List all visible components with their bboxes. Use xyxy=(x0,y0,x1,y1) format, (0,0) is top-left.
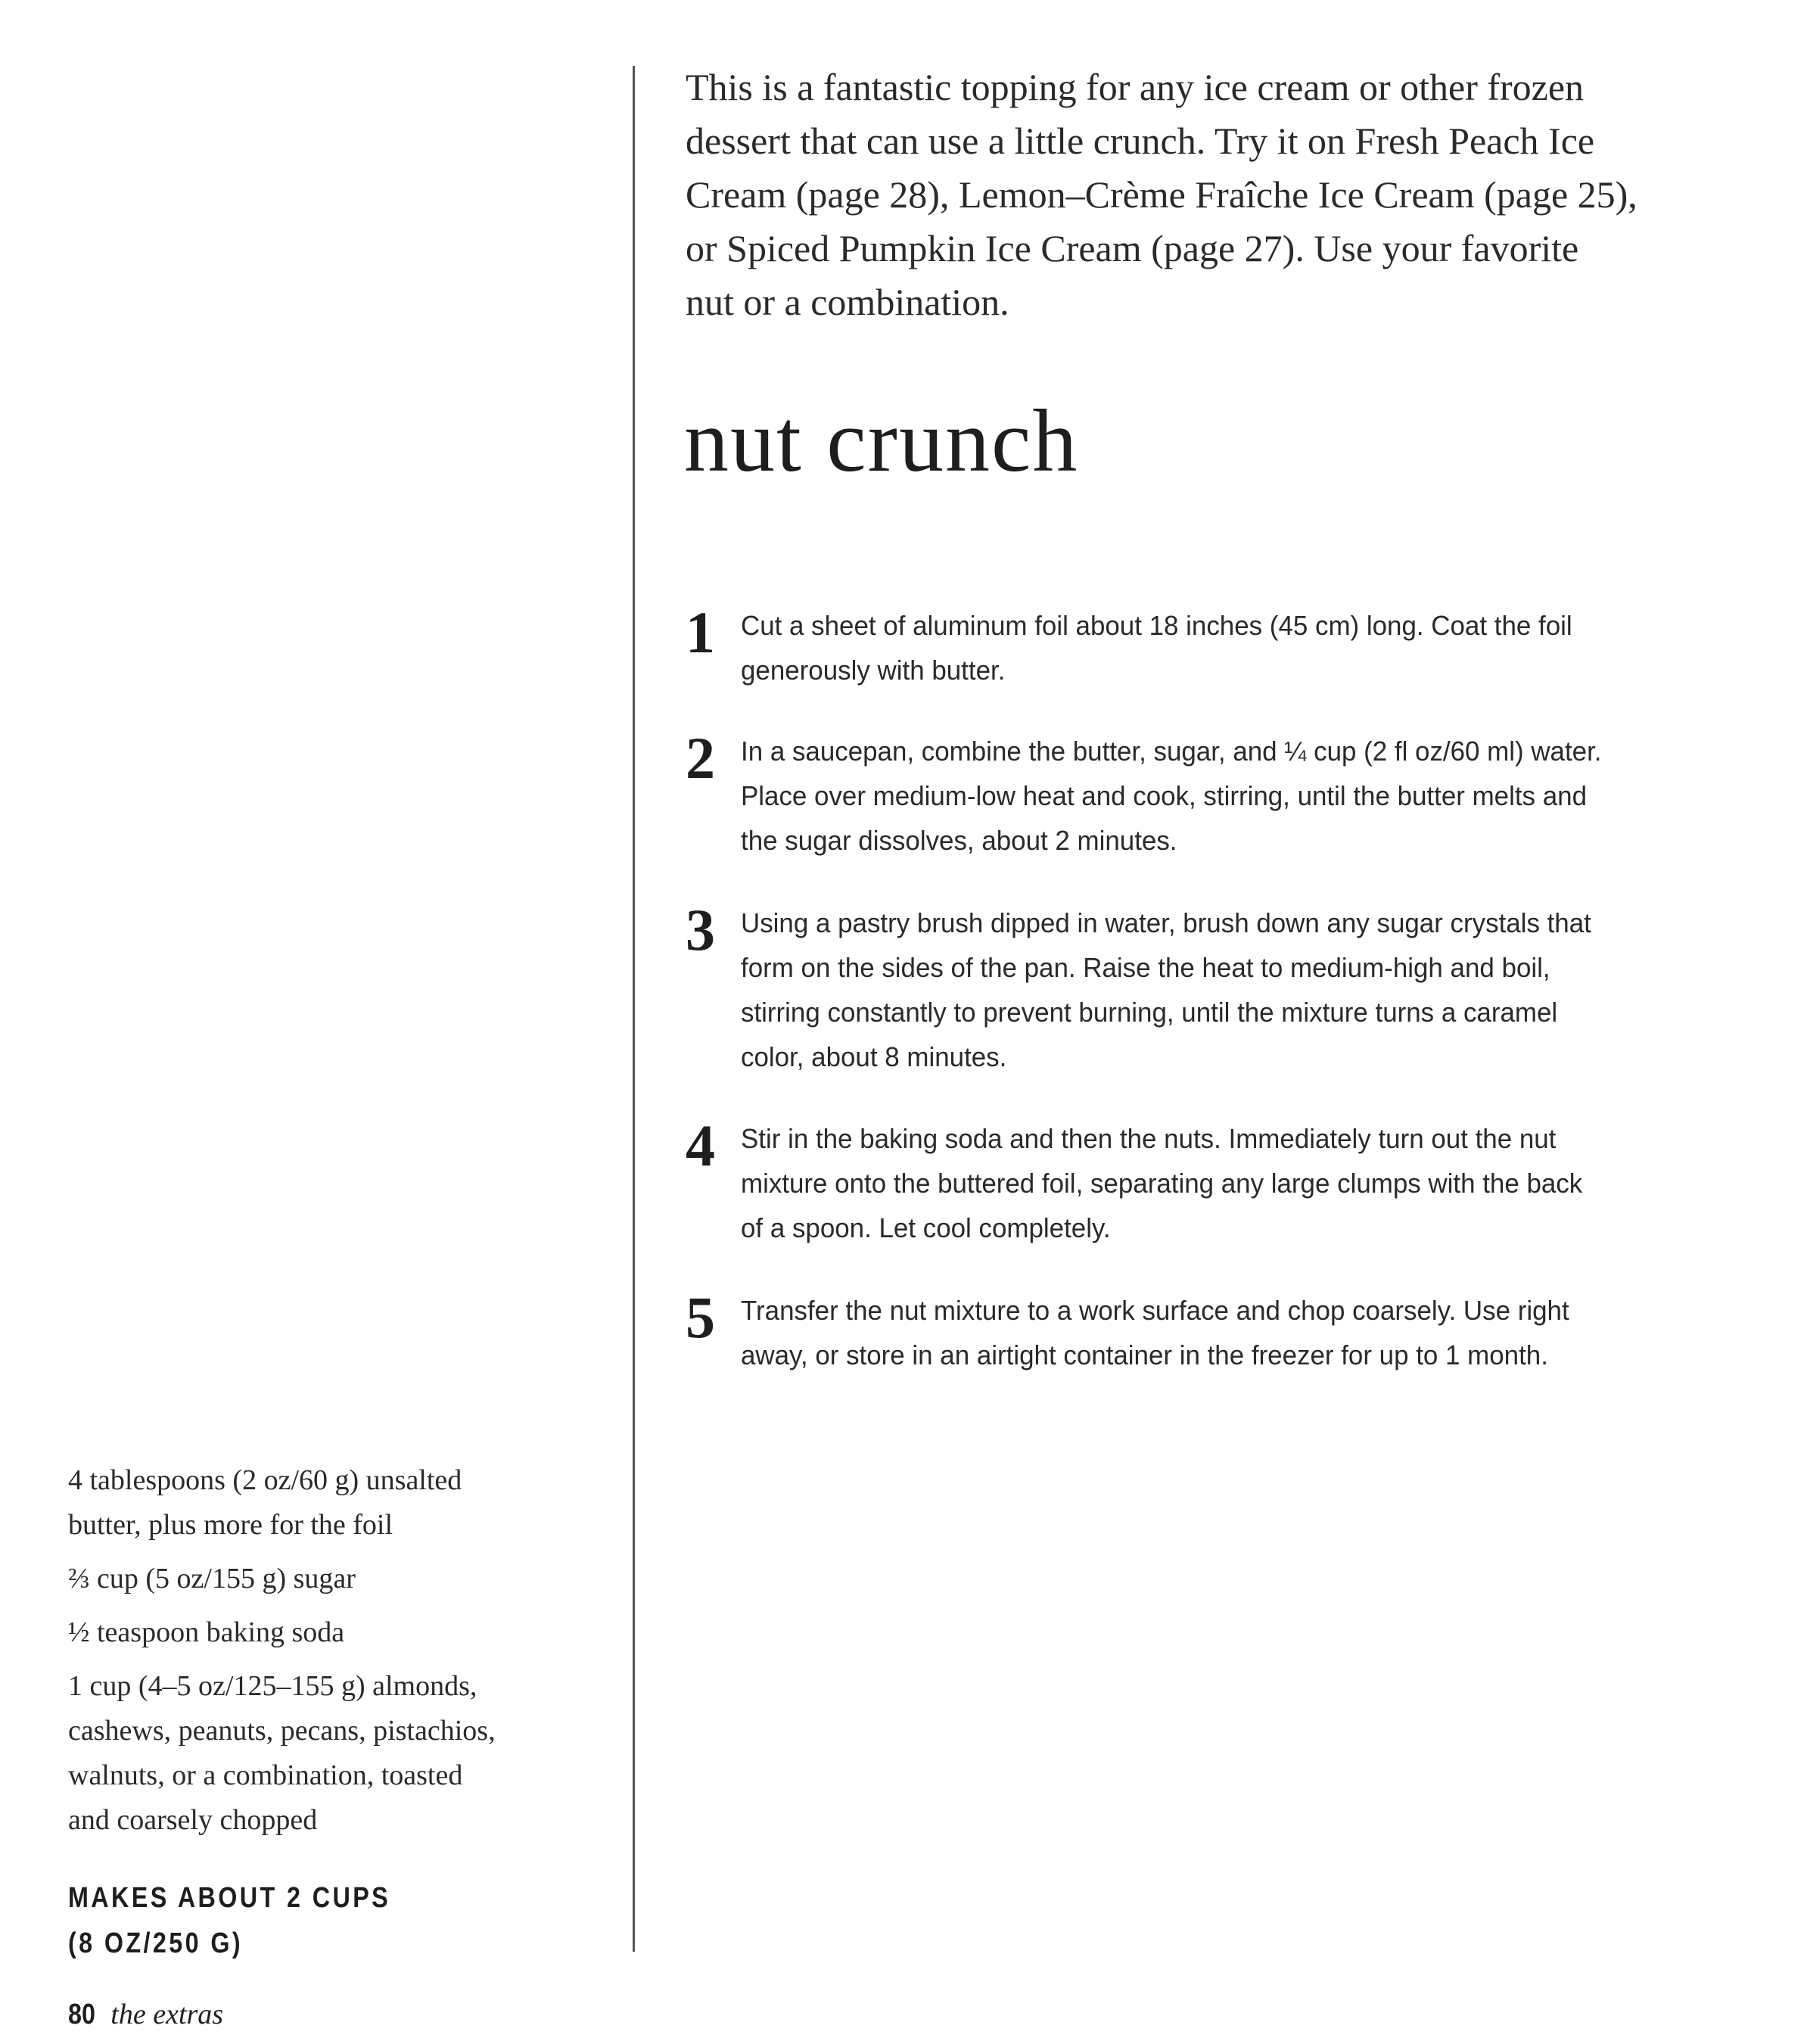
page-footer xyxy=(68,1998,223,2031)
ingredient-line: walnuts, or a combination, toasted xyxy=(68,1759,463,1791)
page-number: 80 xyxy=(68,1999,95,2030)
ingredient-line: 4 tablespoons (2 oz/60 g) unsalted xyxy=(68,1464,462,1496)
step-line: of a spoon. Let cool completely. xyxy=(741,1212,1111,1243)
column-divider xyxy=(633,66,635,1952)
step-text xyxy=(741,1116,1582,1250)
step-line: Transfer the nut mixture to a work surface and chop coarsely. Use right xyxy=(741,1295,1569,1326)
yield-line: MAKES ABOUT 2 CUPS xyxy=(68,1882,391,1914)
step-line: Cut a sheet of aluminum foil about 18 inches (45 cm) long. Coat the foil xyxy=(741,610,1572,641)
recipe-yield xyxy=(68,1875,390,1966)
ingredient-item xyxy=(68,1458,496,1548)
step-line: form on the sides of the pan. Raise the heat to medium-high and boil, xyxy=(741,952,1550,983)
ingredient-line: ⅔ cup (5 oz/155 g) sugar xyxy=(68,1563,356,1594)
step-line: Place over medium-low heat and cook, stirring, until the butter melts and xyxy=(741,780,1587,811)
yield-line: (8 OZ/250 G) xyxy=(68,1927,244,1959)
ingredient-list xyxy=(68,1458,496,1852)
step-line: Stir in the baking soda and then the nuts. Immediately turn out the nut xyxy=(741,1123,1557,1154)
step-line: stirring constantly to prevent burning, until the mixture turns a caramel xyxy=(741,997,1558,1028)
step-line: away, or store in an airtight container in the freezer for up to 1 month. xyxy=(741,1339,1548,1370)
recipe-intro xyxy=(686,61,1637,329)
step-text xyxy=(741,603,1572,692)
ingredient-line: cashews, peanuts, pecans, pistachios, xyxy=(68,1715,496,1747)
step-line: the sugar dissolves, about 2 minutes. xyxy=(741,825,1177,856)
step-text xyxy=(741,1288,1569,1377)
step-number: 3 xyxy=(686,897,715,963)
ingredient-item xyxy=(68,1610,496,1655)
step-line: generously with butter. xyxy=(741,655,1006,686)
step-text xyxy=(741,901,1591,1079)
ingredient-line: butter, plus more for the foil xyxy=(68,1509,393,1541)
step-text xyxy=(741,729,1602,863)
ingredient-line: 1 cup (4–5 oz/125–155 g) almonds, xyxy=(68,1670,477,1702)
ingredient-item xyxy=(68,1557,496,1601)
ingredient-line: ½ teaspoon baking soda xyxy=(68,1616,345,1648)
step-line: Using a pastry brush dipped in water, brush down any sugar crystals that xyxy=(741,907,1591,938)
step-number: 4 xyxy=(686,1112,715,1178)
intro-line: This is a fantastic topping for any ice cream or other frozen xyxy=(686,66,1585,108)
step-line: mixture onto the buttered foil, separating any large clumps with the back xyxy=(741,1168,1583,1199)
step-line: In a saucepan, combine the butter, sugar, and ¼ cup (2 fl oz/60 ml) water. xyxy=(741,736,1602,767)
intro-line: or Spiced Pumpkin Ice Cream (page 27). Use your favorite xyxy=(686,227,1579,269)
recipe-title: nut crunch xyxy=(684,391,1079,490)
intro-line: Cream (page 28), Lemon–Crème Fraîche Ice Cream (page 25), xyxy=(686,173,1637,216)
section-name: the extras xyxy=(110,1999,224,2030)
step-line: color, about 8 minutes. xyxy=(741,1041,1007,1072)
ingredient-line: and coarsely chopped xyxy=(68,1804,318,1836)
step-number: 2 xyxy=(686,725,715,791)
intro-line: nut or a combination. xyxy=(686,281,1009,323)
intro-line: dessert that can use a little crunch. Try it on Fresh Peach Ice xyxy=(686,120,1595,162)
step-number: 5 xyxy=(686,1284,715,1350)
ingredient-item xyxy=(68,1664,496,1843)
step-number: 1 xyxy=(686,599,715,665)
